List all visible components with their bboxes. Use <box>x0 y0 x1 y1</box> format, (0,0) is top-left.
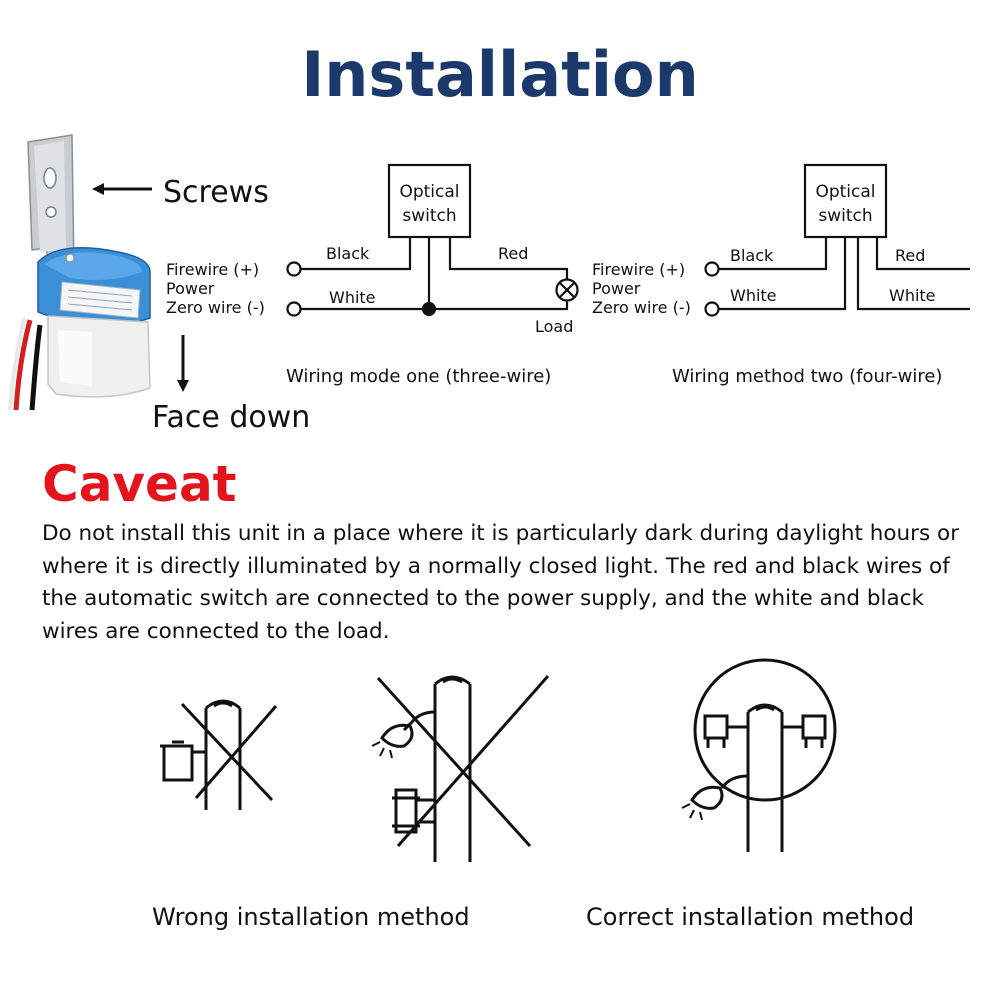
power-label-2: Power <box>592 279 641 298</box>
firewire-terminal-1 <box>288 263 301 276</box>
photocell-device <box>10 135 150 410</box>
caveat-text: Do not install this unit in a place where it is particularly dark during daylight hours or where it is directly illuminated by a normally closed light. The red and black wires of the automatic switch are connected to the power supply, and the white and black wires are connected to the load. <box>42 521 960 644</box>
wiring-caption-2: Wiring method two (four-wire) <box>672 366 943 387</box>
white-out-label-2: White <box>889 286 936 305</box>
optical-switch-label-1 <box>389 180 470 228</box>
red-wire-label-2: Red <box>895 246 926 265</box>
optical-switch-label-2 <box>805 180 886 228</box>
zero-wire-label-1: Zero wire (-) <box>166 298 265 317</box>
face-down-label: Face down <box>152 400 311 435</box>
zero-terminal-1 <box>288 303 301 316</box>
face-down-arrow <box>177 335 189 392</box>
correct-installation-caption: Correct installation method <box>586 903 915 931</box>
black-wire-label-1: Black <box>326 244 370 263</box>
zero-wire-label-2: Zero wire (-) <box>592 298 691 317</box>
firewire-terminal-2 <box>706 263 719 276</box>
zero-terminal-2 <box>706 303 719 316</box>
correct-install-illustration <box>682 660 835 852</box>
black-wire-label-2: Black <box>730 246 774 265</box>
screws-arrow <box>92 183 152 195</box>
screws-label: Screws <box>163 175 269 210</box>
optical-line: Optical <box>815 182 876 202</box>
switch-line: switch <box>402 206 457 226</box>
optical-line: Optical <box>399 182 460 202</box>
load-label: Load <box>535 317 574 336</box>
wrong-install-illustration-1 <box>160 701 276 810</box>
power-label-1: Power <box>166 279 215 298</box>
firewire-label-1: Firewire (+) <box>166 260 260 279</box>
page-title: Installation <box>301 38 699 111</box>
wrong-install-illustration-2 <box>372 676 548 862</box>
junction-dot <box>423 303 435 315</box>
white-wire-label-2: White <box>730 286 777 305</box>
wrong-installation-caption: Wrong installation method <box>152 903 470 931</box>
red-wire-label-1: Red <box>498 244 529 263</box>
firewire-label-2: Firewire (+) <box>592 260 686 279</box>
wiring-caption-1: Wiring mode one (three-wire) <box>286 366 552 387</box>
caveat-title: Caveat <box>42 455 237 513</box>
switch-line: switch <box>818 206 873 226</box>
white-wire-label-1: White <box>329 288 376 307</box>
